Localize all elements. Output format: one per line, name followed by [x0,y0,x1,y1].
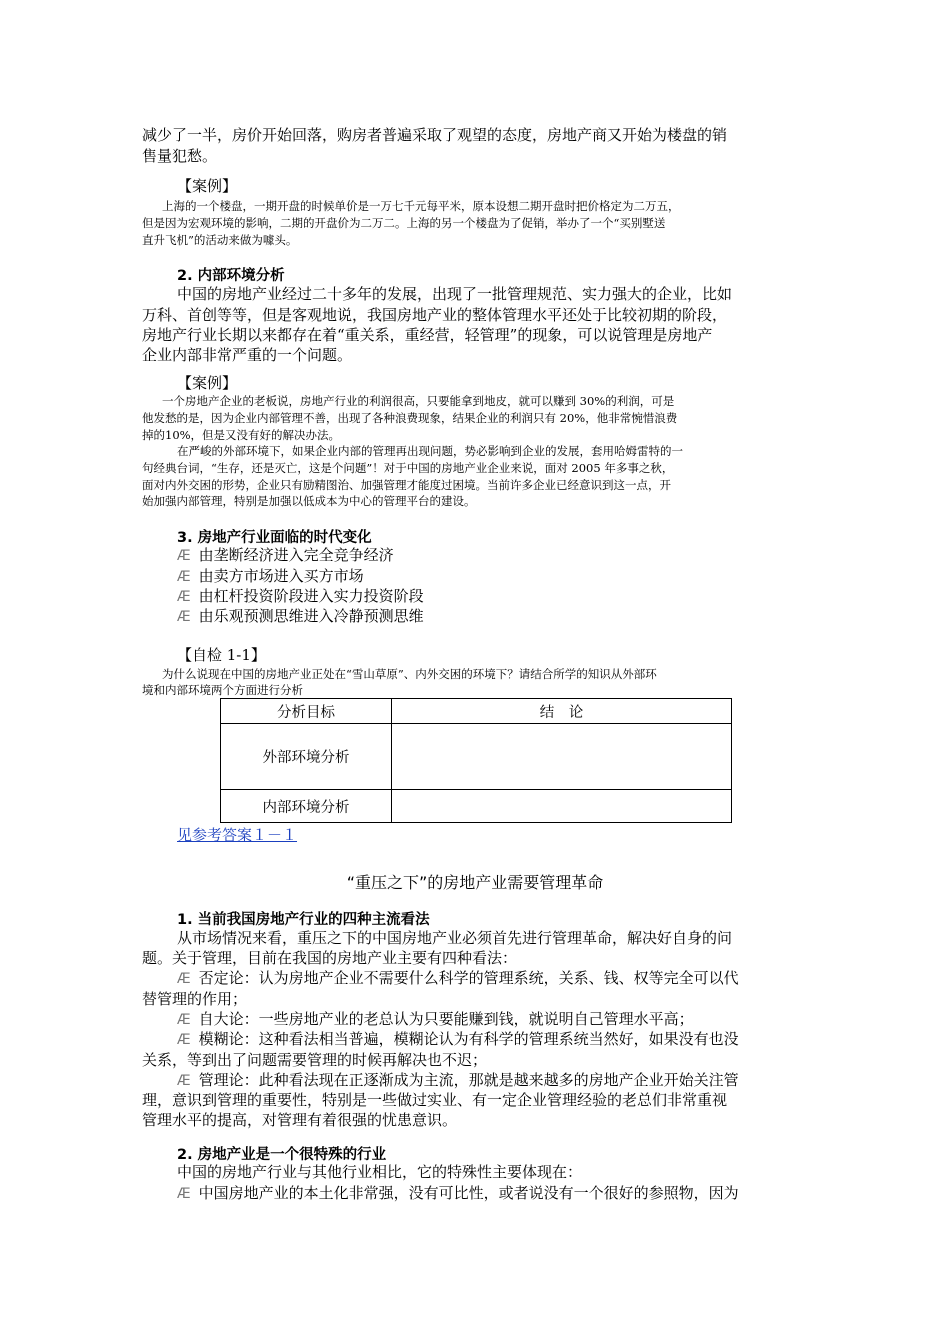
section2-line-3: 房地产行业长期以来都存在着“重关系，重经营，轻管理”的现象，可以说管理是房地产 [142,326,713,344]
selfcheck-line-2: 境和内部环境两个方面进行分析 [142,683,303,697]
selfcheck-label: 【自检 1-1】 [177,646,266,664]
section-heading-internal: 2. 内部环境分析 [177,268,285,284]
intro-line-2: 售量犯愁。 [142,147,218,165]
table-header-target: 分析目标 [221,699,392,724]
view-item-management: Æ 管理论：此种看法现在正逐渐成为主流，那就是越来越多的房地产企业开始关注管 [177,1071,739,1089]
change-item-1: Æ 由垄断经济进入完全竞争经济 [177,546,394,564]
change-item-3: Æ 由杠杆投资阶段进入实力投资阶段 [177,587,424,605]
table-row-external: 外部环境分析 [221,724,392,790]
bullet-icon: Æ [177,609,191,625]
part2-heading: 2. 房地产业是一个很特殊的行业 [177,1147,387,1163]
view-item-management-cont-1: 理，意识到管理的重要性，特别是一些做过实业、有一定企业管理经验的老总们非常重视 [142,1091,728,1109]
answer-reference-link[interactable]: 见参考答案１－１ [177,826,298,844]
case2-line-2: 他发愁的是，因为企业内部管理不善，出现了各种浪费现象，结果企业的利润只有 20%，他非常惋惜浪费 [142,411,678,425]
selfcheck-line-1: 为什么说现在中国的房地产业正处在“雪山草原”、内外交困的环境下？请结合所学的知识从外部环 [162,667,657,681]
view-item-arrogance: Æ 自大论：一些房地产业的老总认为只要能赚到钱，就说明自己管理水平高； [177,1010,694,1028]
change-item-4: Æ 由乐观预测思维进入冷静预测思维 [177,607,424,625]
view-item-negation: Æ 否定论：认为房地产企业不需要什么科学的管理系统，关系、钱、权等完全可以代 [177,969,739,987]
case2-line-4: 在严峻的外部环境下，如果企业内部的管理再出现问题，势必影响到企业的发展，套用哈姆雷特的一 [177,444,683,458]
intro-line-1: 减少了一半，房价开始回落，购房者普遍采取了观望的态度，房地产商又开始为楼盘的销 [142,126,728,144]
case2-line-1: 一个房地产企业的老板说，房地产行业的利润很高，只要能拿到地皮，就可以赚到 30%的利润，可是 [162,394,675,408]
case-label-1: 【案例】 [177,177,238,195]
view-item-management-cont-2: 管理水平的提高，对管理有着很强的忧患意识。 [142,1111,458,1129]
case2-line-7: 始加强内部管理，特别是加强以低成本为中心的管理平台的建设。 [142,494,476,508]
case1-line-2: 但是因为宏观环境的影响，二期的开盘价为二万二。上海的另一个楼盘为了促销，举办了一个“买别墅送 [142,216,666,230]
section-heading-changes: 3. 房地产行业面临的时代变化 [177,530,372,546]
case2-line-6: 面对内外交困的形势，企业只有励精图治、加强管理才能度过困境。当前许多企业已经意识到这一点，开 [142,478,671,492]
case2-line-5: 句经典台词，“生存，还是灭亡，这是个问题”！对于中国的房地产业企业来说，面对 2005 年多事之秋， [142,461,674,475]
selfcheck-table [220,698,732,823]
bullet-icon: Æ [177,971,191,987]
case2-line-3: 掉的10%，但是又没有好的解决办法。 [142,428,341,442]
case1-line-3: 直升飞机”的活动来做为噱头。 [142,233,298,247]
bullet-icon: Æ [177,1073,191,1089]
part1-heading: 1. 当前我国房地产行业的四种主流看法 [177,912,430,928]
chapter-title: “重压之下”的房地产业需要管理革命 [346,873,604,892]
case-label-2: 【案例】 [177,374,238,392]
bullet-icon: Æ [177,548,191,564]
case1-line-1: 上海的一个楼盘，一期开盘的时候单价是一万七千元每平米，原本设想二期开盘时把价格定为二万五， [162,199,680,213]
bullet-icon: Æ [177,1186,191,1202]
section2-line-1: 中国的房地产业经过二十多年的发展，出现了一批管理规范、实力强大的企业，比如 [177,285,733,303]
bullet-icon: Æ [177,569,191,585]
table-header-conclusion: 结 论 [392,699,732,724]
bullet-icon: Æ [177,589,191,605]
view-item-vague-cont: 关系，等到出了问题需要管理的时候再解决也不迟； [142,1051,488,1069]
part2-line-1: 中国的房地产行业与其他行业相比，它的特殊性主要体现在： [177,1163,583,1181]
part1-line-2: 题。关于管理，目前在我国的房地产业主要有四种看法： [142,949,518,967]
part1-line-1: 从市场情况来看，重压之下的中国房地产业必须首先进行管理革命，解决好自身的问 [177,929,733,947]
bullet-icon: Æ [177,1012,191,1028]
table-row-internal: 内部环境分析 [221,790,392,823]
special-item-1: Æ 中国房地产业的本土化非常强，没有可比性，或者说没有一个很好的参照物，因为 [177,1184,739,1202]
view-item-negation-cont: 替管理的作用； [142,990,248,1008]
bullet-icon: Æ [177,1032,191,1048]
table-cell-external-answer[interactable] [392,724,732,790]
view-item-vague: Æ 模糊论：这种看法相当普遍，模糊论认为有科学的管理系统当然好，如果没有也没 [177,1030,739,1048]
table-cell-internal-answer[interactable] [392,790,732,823]
section2-line-4: 企业内部非常严重的一个问题。 [142,346,353,364]
change-item-2: Æ 由卖方市场进入买方市场 [177,567,364,585]
section2-line-2: 万科、首创等等，但是客观地说，我国房地产业的整体管理水平还处于比较初期的阶段， [142,306,728,324]
